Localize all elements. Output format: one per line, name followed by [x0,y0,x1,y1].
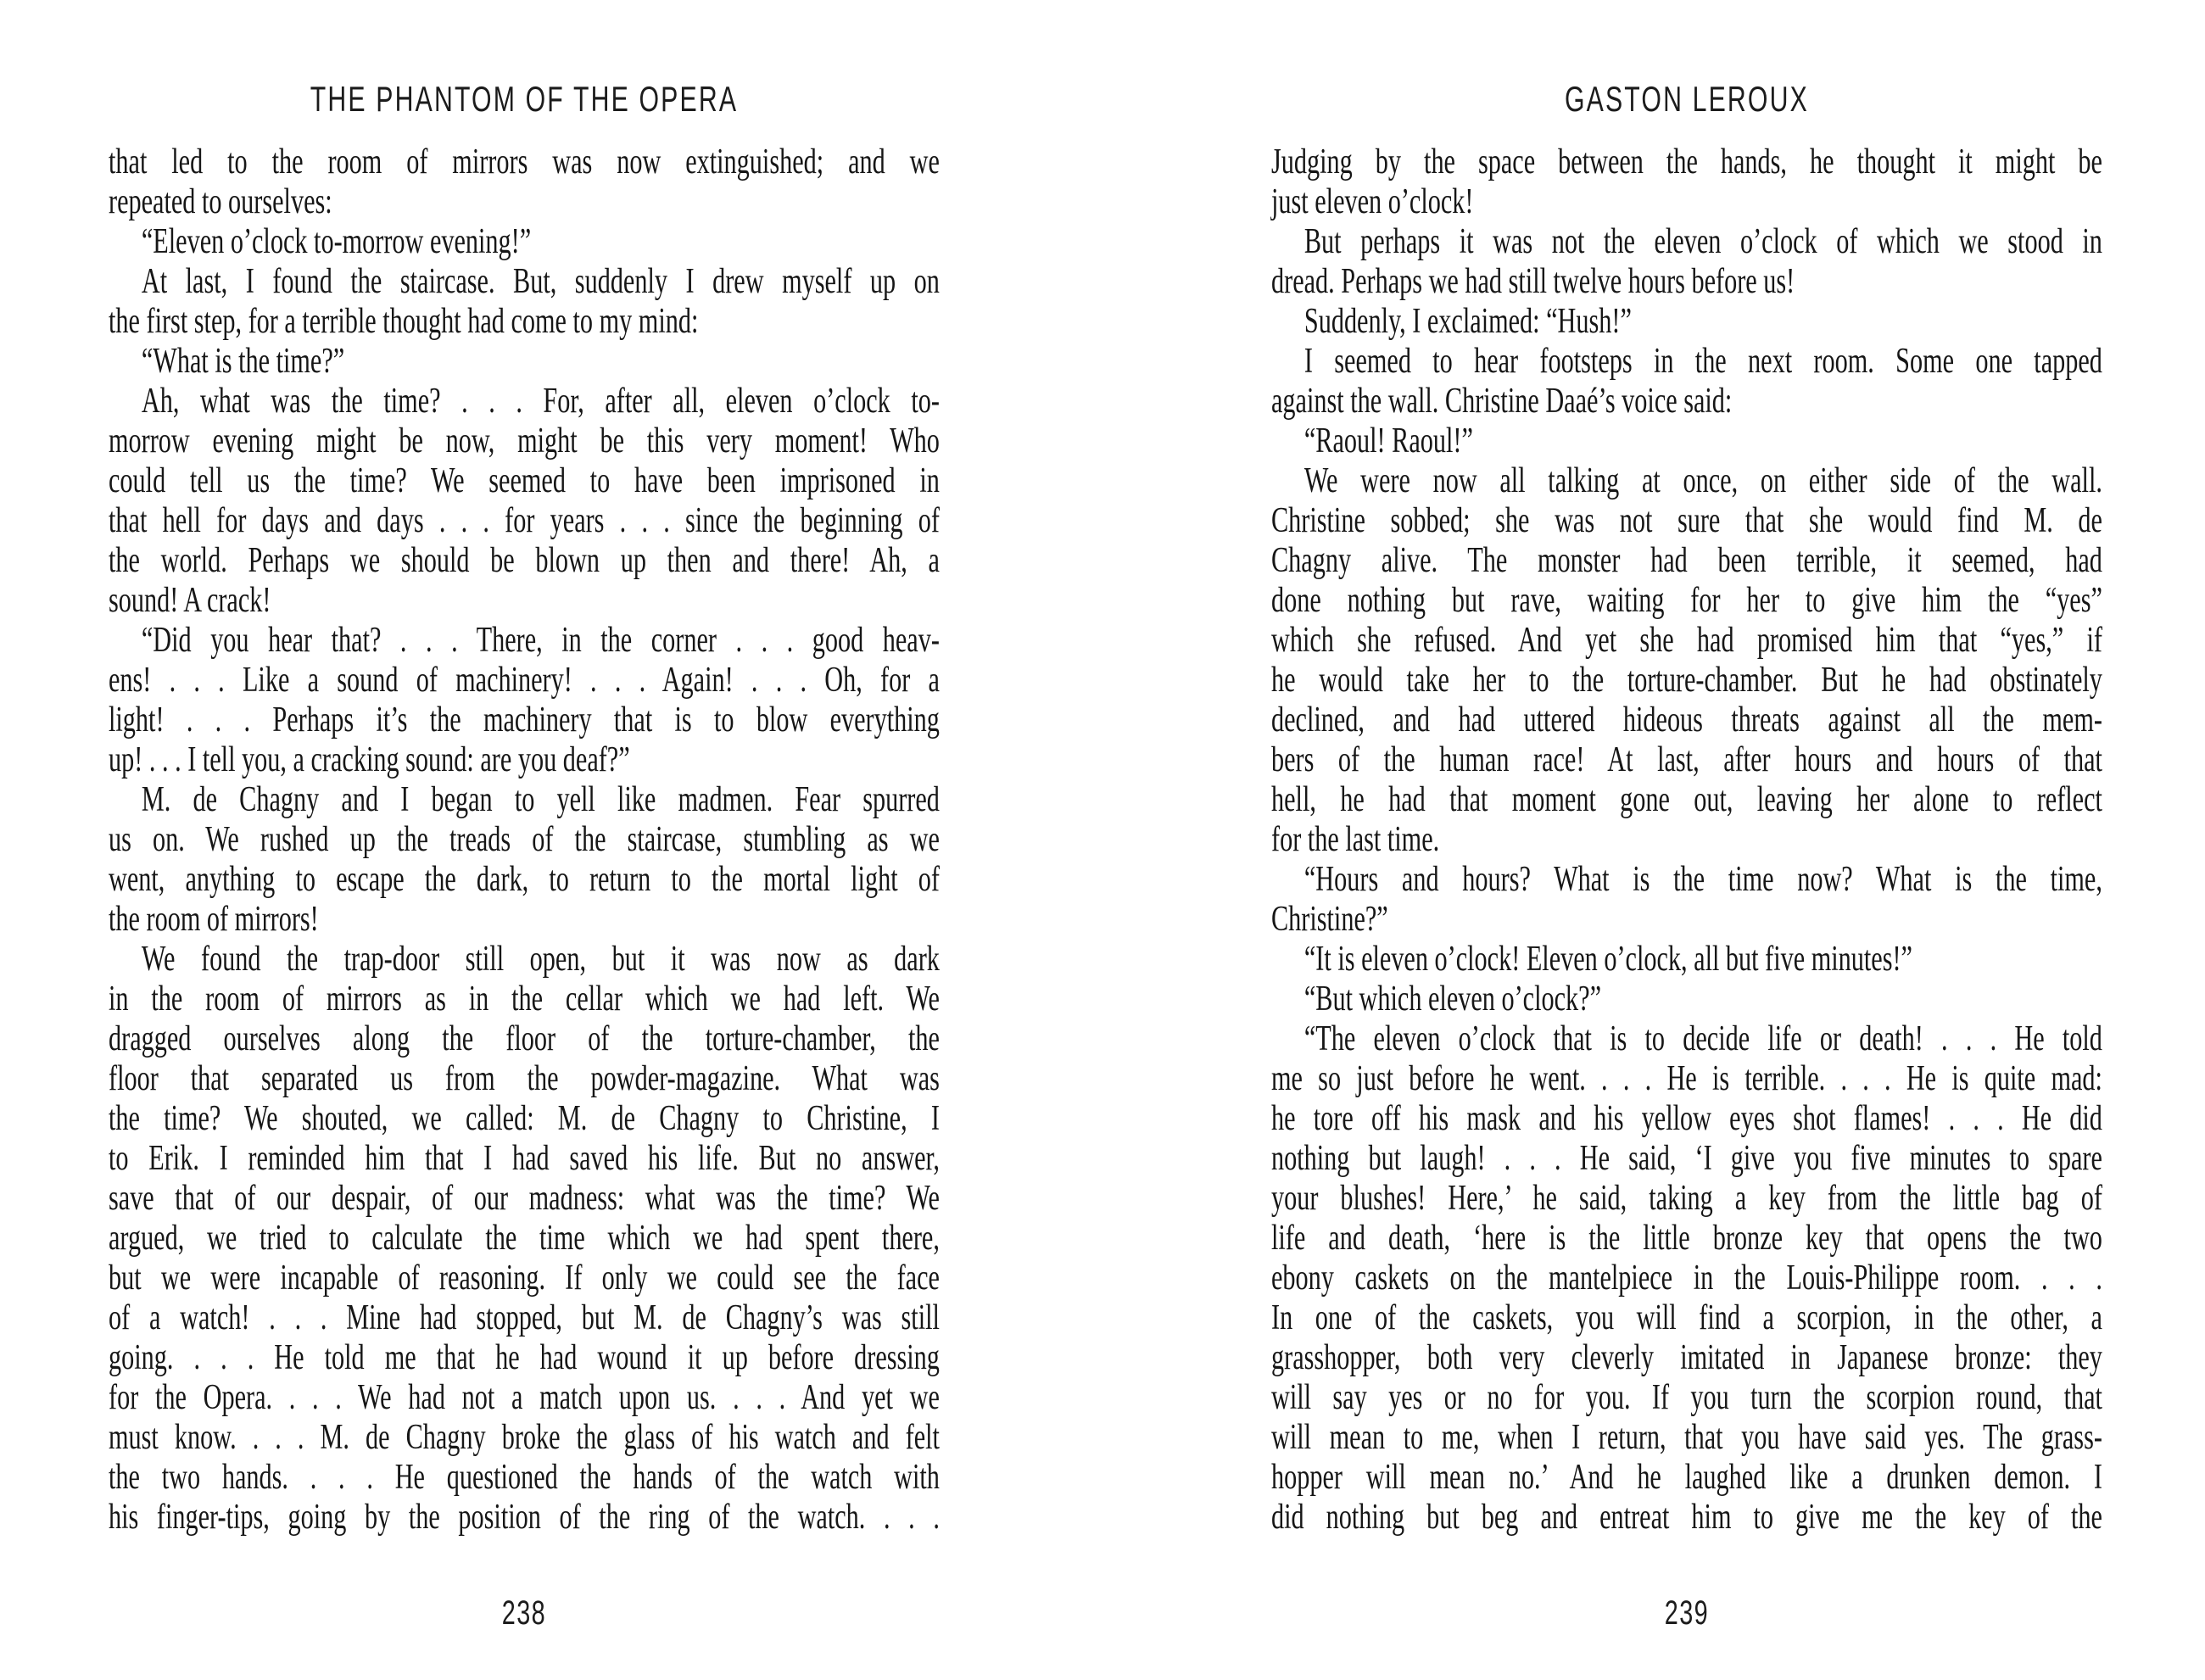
text-line: Suddenly, I exclaimed: “Hush!” [1303,302,1632,341]
text-line: hopper will mean no.’ And he laughed like a drunken demon. I [1271,1458,2102,1497]
text-line: nothing but laugh! . . . He said, ‘I give you five minutes to spare [1271,1139,2102,1178]
paragraph [1271,980,2102,1019]
text-line: argued, we tried to calculate the time which we had spent there, [109,1219,940,1258]
paragraph [1271,1019,2102,1538]
text-line: of a watch! . . . Mine had stopped, but M. de Chagny’s was still [109,1298,940,1337]
paragraph [1271,461,2102,860]
text-line: must know. . . . M. de Chagny broke the glass of his watch and felt [109,1418,940,1457]
text-line: the time? We shouted, we called: M. de Chagny to Christine, I [109,1099,940,1138]
page-right [1102,0,2205,1680]
text-line: “Did you hear that? . . . There, in the corner . . . good heav- [141,621,940,660]
paragraph [109,382,940,621]
text-line: bers of the human race! At last, after hours and hours of that [1271,740,2102,779]
page-left [0,0,1102,1680]
paragraph [109,222,940,262]
text-line: “It is eleven o’clock! Eleven o’clock, all but five minutes!” [1303,940,1912,979]
running-head-book-title: THE PHANTOM OF THE OPERA [310,79,739,119]
paragraph [109,940,940,1538]
text-line: to Erik. I reminded him that I had saved his life. But no answer, [109,1139,940,1178]
text-line: M. de Chagny and I began to yell like madmen. Fear spurred [141,780,940,819]
text-line: the first step, for a terrible thought had come to my mind: [109,302,699,341]
paragraph [1271,142,2102,222]
text-line: will mean to me, when I return, that you have said yes. The grass- [1271,1418,2102,1457]
page-number-right: 239 [1664,1594,1710,1632]
text-line: which she refused. And yet she had promised him that “yes,” if [1271,621,2102,660]
text-line: the world. Perhaps we should be blown up then and there! Ah, a [109,541,940,580]
text-line: dragged ourselves along the floor of the torture-chamber, the [109,1019,940,1058]
text-line: his finger-tips, going by the position of the ring of the watch. . . . [109,1498,940,1537]
text-line: ebony caskets on the mantelpiece in the Louis-Philippe room. . . . [1271,1259,2102,1298]
text-line: Christine?” [1271,900,1388,939]
text-line: sound! A crack! [109,581,271,620]
page-right-content [1271,0,2102,1680]
text-line: light! . . . Perhaps it’s the machinery that is to blow everything [109,700,940,740]
paragraph [109,621,940,780]
text-line: the two hands. . . . He questioned the hands of the watch with [109,1458,940,1497]
text-line: declined, and had uttered hideous threats against all the mem- [1271,700,2102,740]
body-text-right [1271,142,2102,1538]
text-line: up! . . . I tell you, a cracking sound: are you deaf?” [109,740,630,779]
text-line: We were now all talking at once, on either side of the wall. [1303,461,2102,500]
text-line: “What is the time?” [141,342,345,381]
paragraph [1271,940,2102,980]
text-line: went, anything to escape the dark, to return to the mortal light of [109,860,940,899]
paragraph [1271,222,2102,302]
text-line: could tell us the time? We seemed to have been imprisoned in [109,461,940,500]
text-line: your blushes! Here,’ he said, taking a key from the little bag of [1271,1179,2102,1218]
text-line: done nothing but rave, waiting for her to give him the “yes” [1271,581,2102,620]
paragraph [109,262,940,342]
text-line: in the room of mirrors as in the cellar which we had left. We [109,980,940,1019]
text-line: hell, he had that moment gone out, leaving her alone to reflect [1271,780,2102,819]
text-line: us on. We rushed up the treads of the staircase, stumbling as we [109,820,940,859]
text-line: I seemed to hear footsteps in the next room. Some one tapped [1303,342,2102,381]
text-line: We found the trap-door still open, but it was now as dark [141,940,940,979]
text-line: but we were incapable of reasoning. If only we could see the face [109,1259,940,1298]
text-line: just eleven o’clock! [1271,182,1474,221]
text-line: for the last time. [1271,820,1440,859]
text-line: life and death, ‘here is the little bronze key that opens the two [1271,1219,2102,1258]
text-line: going. . . . He told me that he had wound it up before dressing [109,1338,940,1377]
text-line: Ah, what was the time? . . . For, after all, eleven o’clock to- [141,382,940,421]
running-head-author: GASTON LEROUX [1564,79,1809,119]
text-line: grasshopper, both very cleverly imitated in Japanese bronze: they [1271,1338,2102,1377]
text-line: dread. Perhaps we had still twelve hours before us! [1271,262,1795,301]
text-line: against the wall. Christine Daaé’s voice said: [1271,382,1733,421]
text-line: repeated to ourselves: [109,182,332,221]
paragraph [1271,342,2102,421]
text-line: for the Opera. . . . We had not a match upon us. . . . And yet we [109,1378,940,1417]
text-line: But perhaps it was not the eleven o’clock of which we stood in [1303,222,2102,261]
paragraph [109,142,940,222]
body-text-left [109,142,940,1538]
paragraph [109,780,940,940]
text-line: he would take her to the torture-chamber. But he had obstinately [1271,661,2102,700]
text-line: “Hours and hours? What is the time now? What is the time, [1303,860,2102,899]
text-line: “The eleven o’clock that is to decide life or death! . . . He told [1303,1019,2102,1058]
text-line: the room of mirrors! [109,900,319,939]
text-line: “Eleven o’clock to-morrow evening!” [141,222,532,261]
text-line: ens! . . . Like a sound of machinery! . . . Again! . . . Oh, for a [109,661,940,700]
text-line: In one of the caskets, you will find a scorpion, in the other, a [1271,1298,2102,1337]
text-line: that led to the room of mirrors was now extinguished; and we [109,142,940,181]
paragraph [1271,860,2102,940]
text-line: floor that separated us from the powder-magazine. What was [109,1059,940,1098]
page-number-left: 238 [501,1594,547,1632]
paragraph [109,342,940,382]
text-line: At last, I found the staircase. But, suddenly I drew myself up on [141,262,940,301]
paragraph [1271,421,2102,461]
text-line: me so just before he went. . . . He is terrible. . . . He is quite mad: [1271,1059,2102,1098]
text-line: that hell for days and days . . . for years . . . since the beginning of [109,501,940,540]
text-line: Judging by the space between the hands, he thought it might be [1271,142,2102,181]
text-line: Chagny alive. The monster had been terrible, it seemed, had [1271,541,2102,580]
text-line: did nothing but beg and entreat him to give me the key of the [1271,1498,2102,1537]
text-line: he tore off his mask and his yellow eyes shot flames! . . . He did [1271,1099,2102,1138]
text-line: “Raoul! Raoul!” [1303,421,1473,460]
paragraph [1271,302,2102,342]
text-line: morrow evening might be now, might be this very moment! Who [109,421,940,460]
text-line: will say yes or no for you. If you turn the scorpion round, that [1271,1378,2102,1417]
text-line: Christine sobbed; she was not sure that she would find M. de [1271,501,2102,540]
text-line: save that of our despair, of our madness: what was the time? We [109,1179,940,1218]
page-left-content [109,0,940,1680]
text-line: “But which eleven o’clock?” [1303,980,1602,1019]
